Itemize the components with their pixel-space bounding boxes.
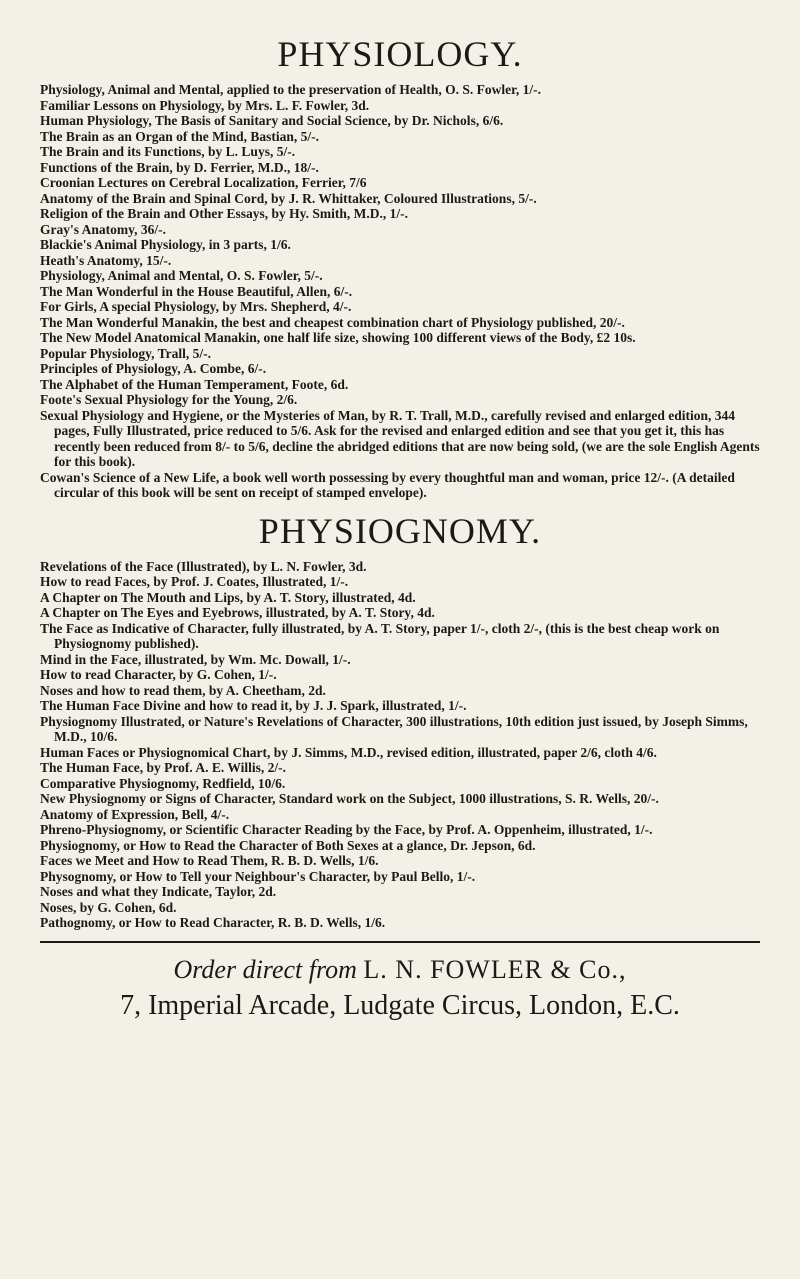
- physiology-heading: PHYSIOLOGY.: [277, 34, 523, 74]
- book-entry: Noses and how to read them, by A. Cheetham, 2d.: [40, 682, 326, 698]
- book-entry: Pathognomy, or How to Read Character, R. B. D. Wells, 1/6.: [40, 915, 386, 930]
- book-entry: Physiology, Animal and Mental, O. S. Fowler, 5/-.: [40, 268, 323, 283]
- book-entry: The Face as Indicative of Character, fully illustrated, by A. T. Story, paper 1/-, cloth 2/-, (this is the best cheap work on Physiognomy published).: [40, 620, 720, 651]
- book-entry: Faces we Meet and How to Read Them, R. B. D. Wells, 1/6.: [40, 853, 379, 868]
- book-entry: Croonian Lectures on Cerebral Localization, Ferrier, 7/6: [40, 175, 367, 190]
- order-line: [40, 955, 760, 985]
- book-entry: Physognomy, or How to Tell your Neighbour's Character, by Paul Bello, 1/-.: [40, 868, 476, 884]
- book-entry: Sexual Physiology and Hygiene, or the Mysteries of Man, by R. T. Trall, M.D., carefully revised and enlarged edition, 344 pages, Fully Illustrated, price reduced to 5/6. Ask for the revised and enlarged edition and see that you get it, this has recently been reduced from 8/- to 5/6, decline the abridged editions that are now being sold, (we are the sole English Agents for this book).: [40, 407, 760, 469]
- book-entry: Comparative Physiognomy, Redfield, 10/6.: [40, 775, 286, 791]
- book-entry: Physiognomy, or How to Read the Character of Both Sexes at a glance, Dr. Jepson, 6d.: [40, 837, 536, 853]
- book-entry: The Brain and its Functions, by L. Luys, 5/-.: [40, 144, 296, 159]
- book-entry: How to read Character, by G. Cohen, 1/-.: [40, 667, 277, 682]
- book-entry: Cowan's Science of a New Life, a book well worth possessing by every thoughtful man and woman, price 12/-. (A detailed circular of this book will be sent on receipt of stamped envelope).: [40, 469, 735, 500]
- book-entry: Anatomy of the Brain and Spinal Cord, by J. R. Whittaker, Coloured Illustrations, 5/-.: [40, 190, 537, 206]
- book-entry: Anatomy of Expression, Bell, 4/-.: [40, 806, 230, 822]
- physiognomy-list: [40, 559, 760, 931]
- book-entry: Popular Physiology, Trall, 5/-.: [40, 345, 212, 361]
- book-entry: Physiology, Animal and Mental, applied to the preservation of Health, O. S. Fowler, 1/-.: [40, 82, 542, 97]
- book-entry: Gray's Anatomy, 36/-.: [40, 221, 167, 237]
- book-entry: Human Physiology, The Basis of Sanitary and Social Science, by Dr. Nichols, 6/6.: [40, 113, 504, 128]
- book-entry: Noses, by G. Cohen, 6d.: [40, 899, 177, 915]
- book-entry: Human Faces or Physiognomical Chart, by J. Simms, M.D., revised edition, illustrated, paper 2/6, cloth 4/6.: [40, 744, 657, 760]
- book-entry: Functions of the Brain, by D. Ferrier, M.D., 18/-.: [40, 159, 319, 175]
- book-entry: A Chapter on The Eyes and Eyebrows, illustrated, by A. T. Story, 4d.: [40, 605, 435, 620]
- book-entry: Revelations of the Face (Illustrated), by L. N. Fowler, 3d.: [40, 558, 367, 574]
- book-entry: Principles of Physiology, A. Combe, 6/-.: [40, 361, 267, 376]
- book-entry: The Man Wonderful in the House Beautiful, Allen, 6/-.: [40, 283, 353, 299]
- publisher-name: L. N. FOWLER & Co.,: [363, 954, 627, 984]
- divider-rule: [40, 941, 760, 943]
- book-entry: Phreno-Physiognomy, or Scientific Character Reading by the Face, by Prof. A. Oppenheim, illustrated, 1/-.: [40, 822, 653, 837]
- book-entry: The Brain as an Organ of the Mind, Bastian, 5/-.: [40, 128, 320, 144]
- book-entry: Mind in the Face, illustrated, by Wm. Mc. Dowall, 1/-.: [40, 651, 351, 667]
- book-entry: Physiognomy Illustrated, or Nature's Revelations of Character, 300 illustrations, 10th edition just issued, by Joseph Simms, M.D., 10/6.: [40, 713, 748, 744]
- book-entry: Noses and what they Indicate, Taylor, 2d.: [40, 884, 277, 899]
- book-entry: The Alphabet of the Human Temperament, Foote, 6d.: [40, 376, 349, 392]
- book-entry: Blackie's Animal Physiology, in 3 parts, 1/6.: [40, 237, 291, 252]
- book-entry: The New Model Anatomical Manakin, one half life size, showing 100 different views of the Body, £2 10s.: [40, 330, 636, 345]
- book-entry: Foote's Sexual Physiology for the Young, 2/6.: [40, 392, 298, 407]
- book-entry: A Chapter on The Mouth and Lips, by A. T. Story, illustrated, 4d.: [40, 589, 416, 605]
- book-entry: Heath's Anatomy, 15/-.: [40, 252, 172, 268]
- book-entry: The Human Face, by Prof. A. E. Willis, 2/-.: [40, 760, 287, 775]
- book-entry: How to read Faces, by Prof. J. Coates, Illustrated, 1/-.: [40, 574, 349, 589]
- physiognomy-heading: PHYSIOGNOMY.: [258, 510, 542, 551]
- book-entry: Religion of the Brain and Other Essays, by Hy. Smith, M.D., 1/-.: [40, 206, 409, 221]
- book-entry: For Girls, A special Physiology, by Mrs. Shepherd, 4/-.: [40, 299, 352, 314]
- order-prefix: Order direct from: [173, 954, 357, 984]
- physiology-list: [40, 82, 760, 501]
- book-entry: The Man Wonderful Manakin, the best and cheapest combination chart of Physiology published, 20/-.: [40, 314, 625, 330]
- book-entry: New Physiognomy or Signs of Character, Standard work on the Subject, 1000 illustrations, S. R. Wells, 20/-.: [40, 791, 659, 806]
- book-entry: The Human Face Divine and how to read it, by J. J. Spark, illustrated, 1/-.: [40, 698, 467, 713]
- publisher-address: 7, Imperial Arcade, Ludgate Circus, London, E.C.: [120, 989, 680, 1021]
- book-entry: Familiar Lessons on Physiology, by Mrs. L. F. Fowler, 3d.: [40, 97, 370, 113]
